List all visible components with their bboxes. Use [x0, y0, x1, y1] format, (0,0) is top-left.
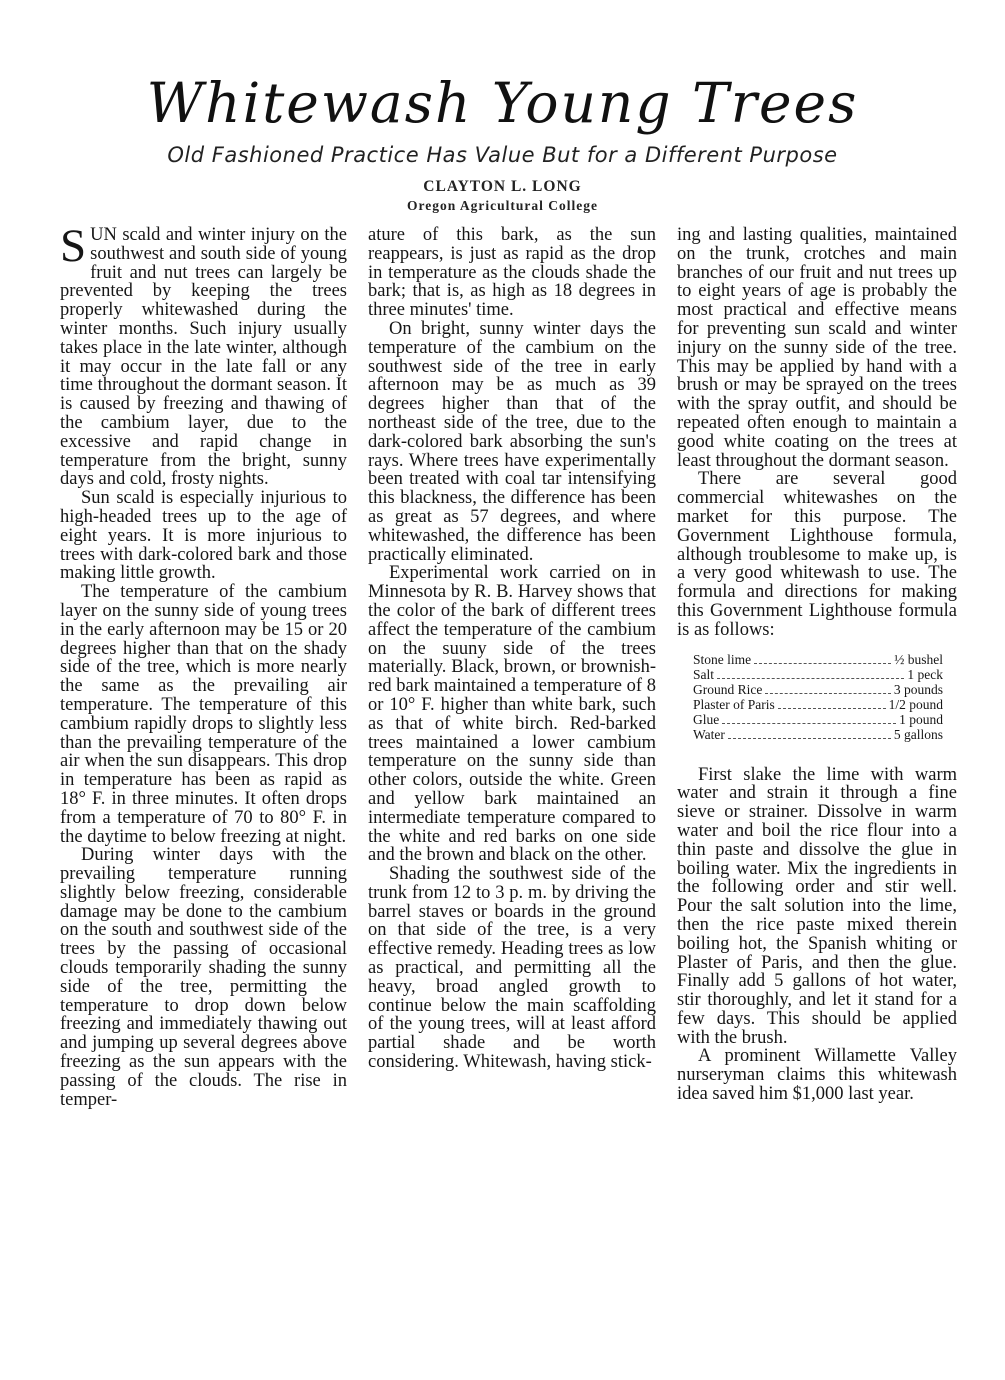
author-affiliation: Oregon Agricultural College: [407, 198, 598, 213]
paragraph: During winter days with the prevailing temperature running slightly below freezing, considerable damage may be done to the cambium on the south and southwest side of the trees by the passing of occasional clouds temporarily shading the sunny side of the tree, permitting the temperature to drop down below freezing and immediately thawing out and jumping up several degrees above freezing as the sun appears with the passing of the clouds. The rise in temper-: [60, 845, 347, 1110]
ingredient-name: Water: [693, 726, 725, 742]
paragraph: [60, 220, 347, 490]
byline: [0, 177, 1005, 215]
column-1: [60, 220, 347, 1110]
leader-dots: [728, 728, 891, 739]
paragraph: Experimental work carried on in Minnesota by R. B. Harvey shows that the color of the bark of different trees affect the temperature of the cambium on the suuny side of the trees materially. Black, brown, or brownish-red bark maintained a temperature of 8 or 10° F. higher than white bark, such as that of white birch. Red-barked trees maintained a lower cambium temperature on the sunny side than other colors, outside the white. Green and yellow bark maintained an intermediate temperature compared to the white and red barks on one side and the brown and black on the other.: [368, 563, 656, 866]
paragraph: Sun scald is especially injurious to high-headed trees up to the age of eight years. It is more injurious to trees with dark-colored bark and those making little growth.: [60, 488, 347, 584]
ingredient-amount: 1 peck: [907, 666, 943, 682]
paragraph: The temperature of the cambium layer on the sunny side of young trees in the early afternoon may be 15 or 20 degrees higher than that on the shady side of the tree, which is more nearly the same as the prevailing air temperature. The temperature of this cambium rapidly drops to slightly less than the prevailing temperature of the air when the sun disappears. This drop in temperature has been as rapid as 18° F. in three minutes. It often drops from a temperature of 70 to 80° F. in the daytime to below freezing at night.: [60, 582, 347, 847]
leader-dots: [722, 713, 896, 724]
ingredient-amount: 5 gallons: [893, 726, 943, 742]
formula-row: [693, 727, 943, 742]
column-3: [677, 226, 957, 1104]
formula-row: [693, 682, 943, 697]
paragraph: First slake the lime with warm water and strain it through a fine sieve or strainer. Dissolve in warm water and boil the rice flour into a thin paste and dissolve the glue in boiling water. Mix the ingredients in the following order and stir well. Pour the salt solution into the lime, then the rice paste mixed therein boiling hot, the Spanish whiting or Plaster of Paris, and then the glue. Finally add 5 gallons of hot water, stir thoroughly, and let it stand for a few days. This should be applied with the brush.: [677, 764, 957, 1048]
paragraph: A prominent Willamette Valley nurseryman claims this whitewash idea saved him $1,000 last year.: [677, 1046, 957, 1105]
ingredient-amount: 3 pounds: [893, 681, 943, 697]
article-title: Whitewash Young Trees: [146, 71, 859, 135]
formula-row: [693, 712, 943, 727]
formula-row: [693, 667, 943, 682]
paragraph: On bright, sunny winter days the temperature of the cambium on the southwest side of the tree in early afternoon may be as much as 39 degrees higher than that of the northeast side of the tree, due to the dark-colored bark absorbing the sun's rays. Where trees have experimentally been treated with coal tar intensifying this blackness, the difference has been as great as 57 degrees, and where whitewashed, the difference has been practically eliminated.: [368, 318, 656, 565]
paragraph: There are several good commercial whitewashes on the market for this purpose. The Government Lighthouse formula, although troublesome to make up, is a very good whitewash to use. The formula and directions for making this Government Lighthouse formula is as follows:: [677, 469, 957, 640]
whitewash-formula-table: [693, 652, 943, 742]
paragraph: ing and lasting qualities, maintained on the trunk, crotches and main branches of our fruit and nut trees up to eight years of age is probably the most practical and effective means for preventing sun scald and winter injury on the sunny side of the tree. This may be applied by hand with a brush or may be sprayed on the trees with the spray outfit, and should be repeated often enough to maintain a good white coating on the trees at least throughout the dormant season.: [677, 225, 957, 471]
ingredient-amount: ½ bushel: [894, 651, 943, 667]
leader-dots: [754, 653, 891, 664]
leader-dots: [765, 683, 891, 694]
ingredient-amount: 1/2 pound: [888, 696, 943, 712]
paragraph: Shading the southwest side of the trunk from 12 to 3 p. m. by driving the barrel staves or boards in the ground on that side of the tree, is a very effective remedy. Heading trees as low as practical, and permitting all the heavy, broad angled growth to continue below the main scaffolding of the young trees, will at least afford partial shade and be worth considering. Whitewash, having stick-: [368, 864, 656, 1073]
formula-row: [693, 652, 943, 667]
column-2: [368, 226, 656, 1072]
leader-dots: [778, 698, 886, 709]
author-name: CLAYTON L. LONG: [423, 178, 582, 195]
ingredient-name: Stone lime: [693, 651, 752, 667]
article-subtitle: Old Fashioned Practice Has Value But for a Different Purpose: [167, 143, 838, 167]
paragraph-text: UN scald and winter injury on the southwest and south side of young fruit and nut trees can largely be prevented by keeping the trees properly whitewashed during the winter months. Such injury usually takes place in the late winter, although it may occur in the late fall or any time throughout the dormant season. It is caused by freezing and thawing of the cambium layer, due to the excessive and rapid change in temperature from the bright, sunny days and cold, frosty nights.: [60, 225, 347, 490]
ingredient-amount: 1 pound: [899, 711, 943, 727]
ingredient-name: Glue: [693, 711, 720, 727]
ingredient-name: Salt: [693, 666, 715, 682]
ingredient-name: Plaster of Paris: [693, 696, 775, 712]
ingredient-name: Ground Rice: [693, 681, 763, 697]
paragraph: ature of this bark, as the sun reappears, is just as rapid as the drop in temperature as the clouds shade the bark; that is, as high as 18 degrees in three minutes' time.: [368, 225, 656, 321]
leader-dots: [717, 668, 904, 679]
drop-cap: S: [60, 220, 87, 272]
formula-row: [693, 697, 943, 712]
